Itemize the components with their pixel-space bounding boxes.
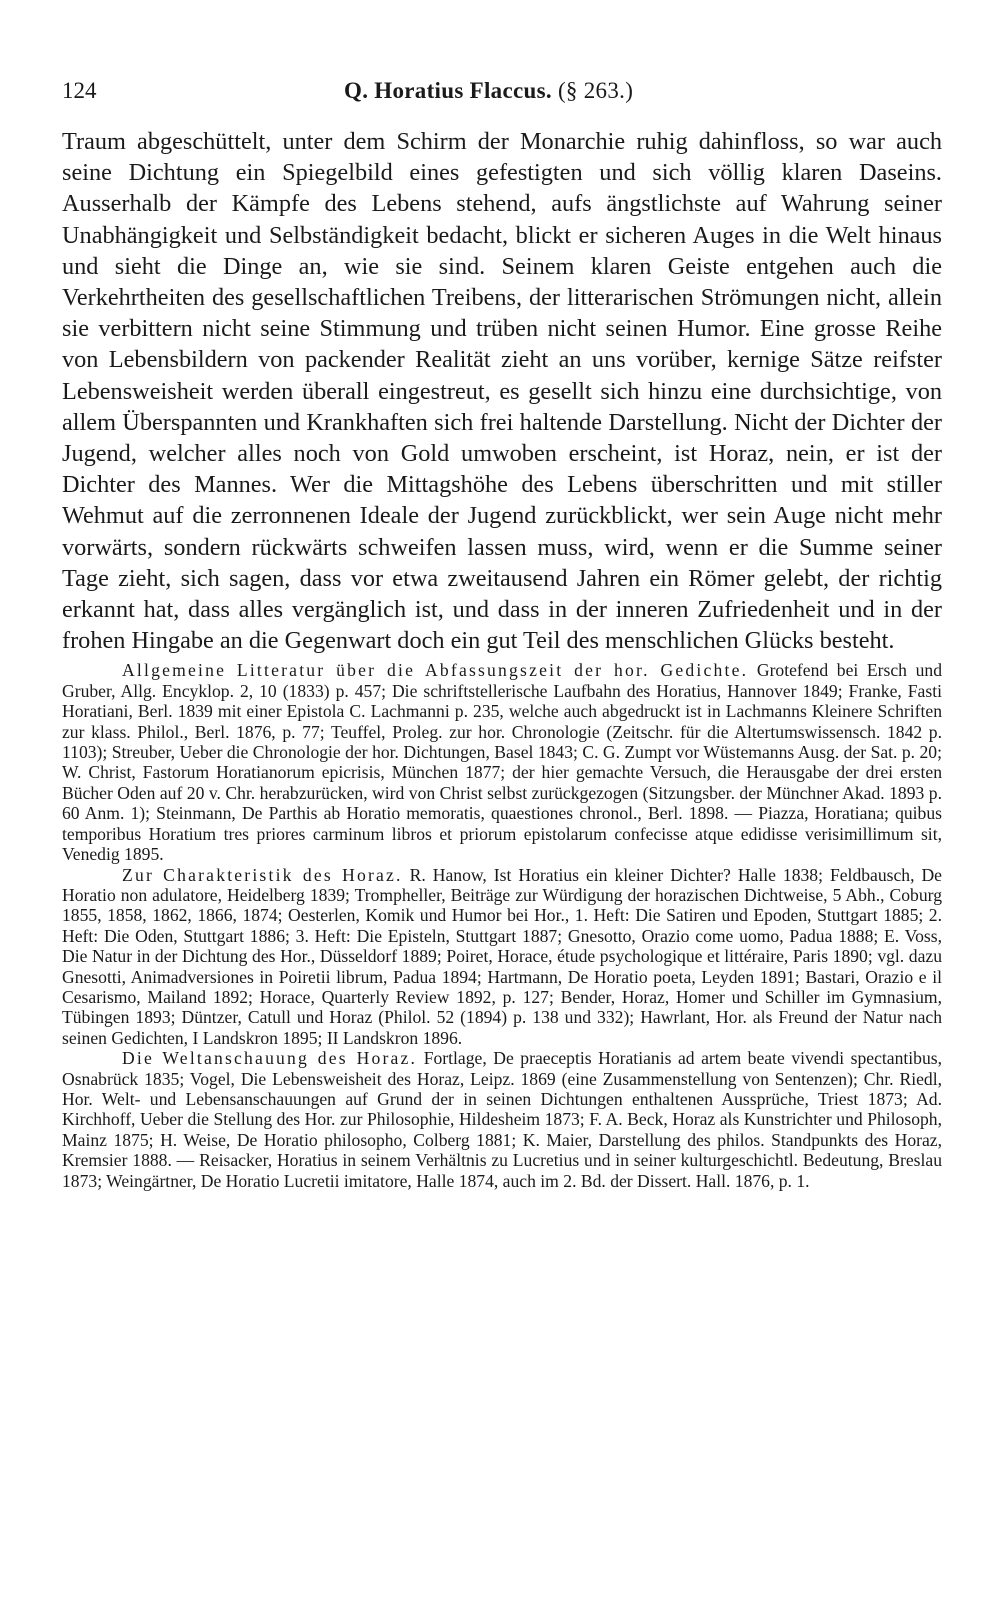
literature-text-charakteristik: R. Hanow, Ist Horatius ein kleiner Dichter? Halle 1838; Feldbausch, De Horatio non adulatore, Heidelberg 1839; Trompheller, Beiträge zur Würdigung der horazischen Dichtweise, 5 Abh., Coburg 1855, 1858, 1862, 1866, 1874; Oesterlen, Komik und Humor bei Hor., 1. Heft: Die Satiren und Epoden, Stuttgart 1885; 2. Heft: Die Oden, Stuttgart 1886; 3. Heft: Die Episteln, Stuttgart 1887; Gnesotto, Orazio come uomo, Padua 1888; E. Voss, Die Natur in der Dichtung des Hor., Düsseldorf 1889; Poiret, Horace, étude psychologique et littéraire, Paris 1890; vgl. dazu Gnesotti, Animadversiones in Poiretii librum, Padua 1894; Hartmann, De Horatio poeta, Leyden 1891; Bastari, Orazio e il Cesarismo, Mailand 1892; Horace, Quarterly Review 1892, p. 127; Bender, Horaz, Homer und Schiller im Gymnasium, Tübingen 1893; Düntzer, Catull und Horaz (Philol. 52 (1894) p. 138 und 332); Hawrlant, Hor. als Freund der Natur nach seinen Gedichten, I Landskron 1895; II Landskron 1896. (62, 864, 942, 1048)
page-number: 124 (62, 78, 97, 103)
literature-paragraph-weltanschauung (62, 1048, 942, 1191)
main-paragraph: Traum abgeschüttelt, unter dem Schirm der Monarchie ruhig dahinfloss, so war auch seine Dichtung ein Spiegelbild eines gefestigten und sich völlig klaren Daseins. Ausserhalb der Kämpfe des Lebens stehend, aufs ängstlichste auf Wahrung seiner Unabhängigkeit und Selbständigkeit bedacht, blickt er sicheren Auges in die Welt hinaus und sieht die Dinge an, wie sie sind. Seinem klaren Geiste entgehen auch die Verkehrtheiten des gesellschaftlichen Treibens, der litterarischen Strömungen nicht, allein sie verbittern nicht seine Stimmung und trüben nicht seinen Humor. Eine grosse Reihe von Lebensbildern von packender Realität zieht an uns vorüber, kernige Sätze reifster Lebensweisheit werden überall eingestreut, es gesellt sich hinzu eine durchsichtige, von allem Überspannten und Krankhaften sich frei haltende Darstellung. Nicht der Dichter der Jugend, welcher alles noch von Gold umwoben erscheint, ist Horaz, nein, er ist der Dichter des Mannes. Wer die Mittagshöhe des Lebens überschritten und mit stiller Wehmut auf die zerronnenen Ideale der Jugend zurückblickt, wer sein Auge nicht mehr vorwärts, sondern rückwärts schweifen lassen muss, wird, wenn er die Summe seiner Tage zieht, sich sagen, dass vor etwa zweitausend Jahren ein Römer gelebt, der richtig erkannt hat, dass alles vergänglich ist, und dass in der inneren Zufriedenheit und in der frohen Hingabe an die Gegenwart doch ein gut Teil des menschlichen Glücks besteht. (62, 128, 942, 655)
literature-heading-abfassung: Allgemeine Litteratur über die Abfassungszeit der hor. Gedichte. (122, 660, 749, 681)
running-title (344, 78, 633, 104)
literature-heading-weltanschauung: Die Weltanschauung des Horaz. (122, 1048, 418, 1069)
literature-text-weltanschauung: Fortlage, De praeceptis Horatianis ad artem beate vivendi spectantibus, Osnabrück 1835; Vogel, Die Lebensweisheit des Horaz, Leipz. 1869 (eine Zusammenstellung von Sentenzen); Chr. Riedl, Hor. Welt- und Lebensanschauungen auf Grund der in seinen Dichtungen enthaltenen Aussprüche, Triest 1873; Ad. Kirchhoff, Ueber die Stellung des Hor. zur Philosophie, Hildesheim 1873; F. A. Beck, Horaz als Kunstrichter und Philosoph, Mainz 1875; H. Weise, De Horatio philosopho, Colberg 1881; K. Maier, Darstellung des philos. Standpunkts des Horaz, Kremsier 1888. — Reisacker, Horatius in seinem Verhältnis zu Lucretius und in seiner kulturgeschichtl. Bedeutung, Breslau 1873; Weingärtner, De Horatio Lucretii imitatore, Halle 1874, auch im 2. Bd. der Dissert. Hall. 1876, p. 1. (62, 1048, 942, 1191)
section-reference: (§ 263.) (557, 78, 634, 103)
literature-paragraph-charakteristik (62, 865, 942, 1049)
page-content (62, 70, 942, 1191)
literature-heading-charakteristik: Zur Charakteristik des Horaz. (122, 864, 403, 885)
page-header (62, 70, 942, 114)
literature-section (62, 660, 942, 1191)
literature-text-abfassung: Grotefend bei Ersch und Gruber, Allg. Encyklop. 2, 10 (1833) p. 457; Die schriftstellerische Laufbahn des Horatius, Hannover 1849; Franke, Fasti Horatiani, Berl. 1839 mit einer Epistola C. Lachmanni p. 235, welche auch abgedruckt ist in Lachmanns Kleinere Schriften zur klass. Philol., Berl. 1876, p. 77; Teuffel, Proleg. zur hor. Chronologie (Zeitschr. für die Altertumswissensch. 1842 p. 1103); Streuber, Ueber die Chronologie der hor. Dichtungen, Basel 1843; C. G. Zumpt vor Wüstemanns Ausg. der Sat. p. 20; W. Christ, Fastorum Horatianorum epicrisis, München 1877; der hier gemachte Versuch, die Herausgabe der drei ersten Bücher Oden auf 20 v. Chr. herabzurücken, wird von Christ selbst zurückgezogen (Sitzungsber. der Münchner Akad. 1893 p. 60 Anm. 1); Steinmann, De Parthis ab Horatio memoratis, quaestiones chronol., Berl. 1898. — Piazza, Horatiana; quibus temporibus Horatium tres priores carminum libros et priorum epistolarum confecisse atque edidisse verisimillimum sit, Venedig 1895. (62, 660, 942, 865)
work-title: Q. Horatius Flaccus. (344, 78, 552, 103)
literature-paragraph-abfassung (62, 660, 942, 864)
